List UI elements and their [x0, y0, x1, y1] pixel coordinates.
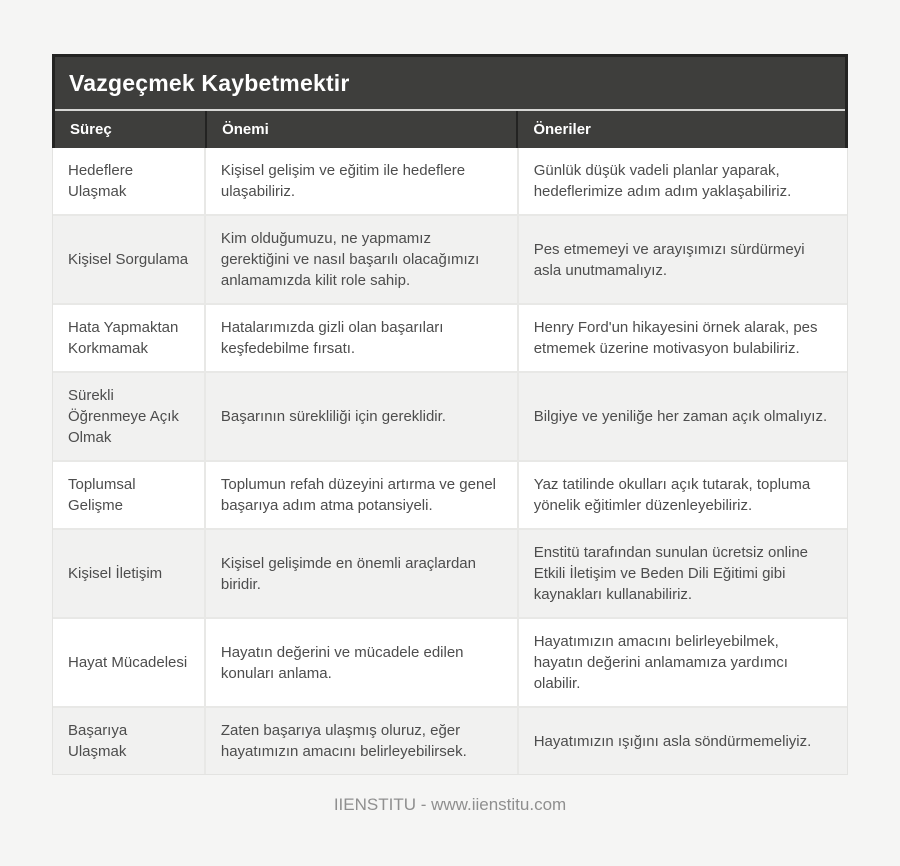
cell-oneriler: Pes etmemeyi ve arayışımızı sürdürmeyi asla unutmamalıyız.: [517, 216, 847, 303]
cell-surec: Hayat Mücadelesi: [68, 654, 188, 671]
table-header-section: [52, 54, 848, 148]
table-row: [53, 148, 847, 214]
cell-surec: Kişisel Sorgulama: [68, 251, 189, 268]
cell-surec: Hata Yapmaktan Korkmamak: [68, 319, 179, 357]
table-title: Vazgeçmek Kaybetmektir: [69, 69, 350, 96]
cell-oneriler: Günlük düşük vadeli planlar yaparak, hedeflerimize adım adım yaklaşabiliriz.: [517, 148, 847, 214]
table-row: [53, 214, 847, 303]
table-row: [53, 528, 847, 617]
table-row: [53, 371, 847, 460]
cell-oneriler: Hayatımızın ışığını asla söndürmemeliyiz.: [517, 708, 847, 774]
table-row: [53, 303, 847, 371]
cell-onemi: Kişisel gelişimde en önemli araçlardan biridir.: [204, 530, 517, 617]
cell-surec: Hedeflere Ulaşmak: [68, 162, 134, 200]
cell-surec: Kişisel İletişim: [68, 565, 163, 582]
cell-surec: Sürekli Öğrenmeye Açık Olmak: [68, 387, 179, 446]
cell-oneriler: Hayatımızın amacını belirleyebilmek, hayatın değerini anlamamıza yardımcı olabilir.: [517, 619, 847, 706]
summary-table-card: [52, 54, 848, 775]
cell-onemi: Zaten başarıya ulaşmış oluruz, eğer hayatımızın amacını belirleyebilirsek.: [204, 708, 517, 774]
cell-oneriler: Yaz tatilinde okulları açık tutarak, topluma yönelik eğitimler düzenleyebiliriz.: [517, 462, 847, 528]
cell-oneriler: Henry Ford'un hikayesini örnek alarak, pes etmemek üzerine motivasyon bulabiliriz.: [517, 305, 847, 371]
cell-onemi: Hatalarımızda gizli olan başarıları keşfedebilme fırsatı.: [204, 305, 517, 371]
cell-surec: Toplumsal Gelişme: [68, 476, 136, 514]
table-row: [53, 617, 847, 706]
cell-oneriler: Bilgiye ve yeniliğe her zaman açık olmalıyız.: [517, 373, 847, 460]
table-title-bar: [55, 57, 845, 109]
cell-onemi: Kişisel gelişim ve eğitim ile hedeflere ulaşabiliriz.: [204, 148, 517, 214]
column-header-onemi: Önemi: [205, 111, 516, 148]
cell-onemi: Kim olduğumuzu, ne yapmamız gerektiğini ve nasıl başarılı olacağımızı anlamamızda kilit role sahip.: [204, 216, 517, 303]
cell-surec: Başarıya Ulaşmak: [68, 722, 128, 760]
table-body: [52, 148, 848, 775]
cell-onemi: Hayatın değerini ve mücadele edilen konuları anlama.: [204, 619, 517, 706]
cell-onemi: Başarının sürekliliği için gereklidir.: [204, 373, 517, 460]
table-row: [53, 706, 847, 774]
table-row: [53, 460, 847, 528]
footer-credit: IIENSTITU - www.iienstitu.com: [333, 795, 567, 814]
cell-onemi: Toplumun refah düzeyini artırma ve genel başarıya adım atma potansiyeli.: [204, 462, 517, 528]
column-header-oneriler: Öneriler: [516, 111, 845, 148]
cell-oneriler: Enstitü tarafından sunulan ücretsiz online Etkili İletişim ve Beden Dili Eğitimi gibi kaynakları kullanabiliriz.: [517, 530, 847, 617]
table-header-row: [55, 109, 845, 148]
column-header-surec: Süreç: [70, 121, 112, 138]
